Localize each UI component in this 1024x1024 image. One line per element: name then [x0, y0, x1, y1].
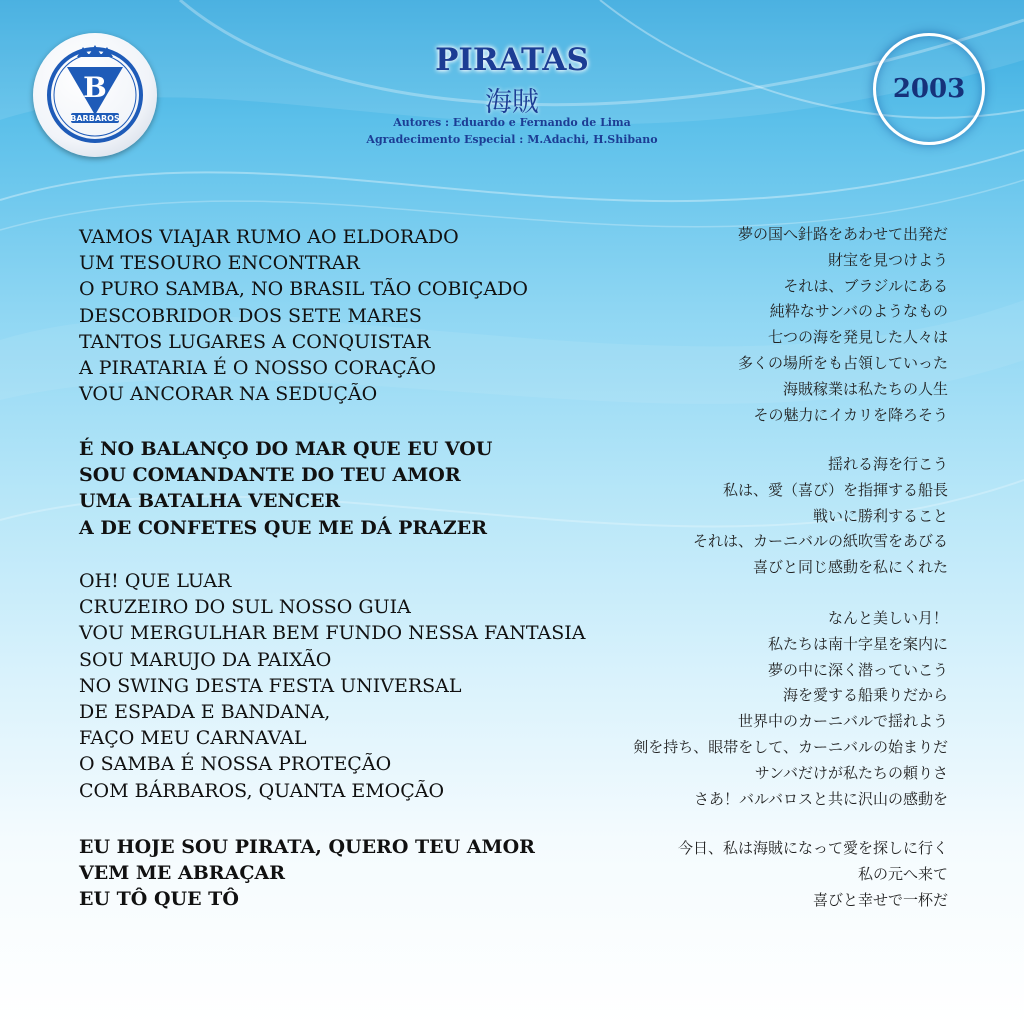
- jp-line: 私の元へ来て: [857, 864, 948, 883]
- pt-line: A PIRATARIA É O NOSSO CORAÇÃO: [79, 357, 436, 380]
- jp-line: 夢の国へ針路をあわせて出発だ: [737, 225, 948, 243]
- pt-line: VEM ME ABRAÇAR: [79, 862, 285, 885]
- pt-line: NO SWING DESTA FESTA UNIVERSAL: [79, 674, 462, 697]
- year-label: 2003: [892, 74, 966, 104]
- jp-line: 世界中のカーニバルで揺れよう: [737, 712, 948, 731]
- jp-line: 喜びと同じ感動を私にくれた: [752, 558, 948, 577]
- pt-line: DESCOBRIDOR DOS SETE MARES: [79, 304, 422, 327]
- pt-line: EU TÔ QUE TÔ: [79, 888, 239, 911]
- pt-verse-1: [79, 224, 528, 407]
- jp-line: 私は、愛（喜び）を指揮する船長: [722, 480, 948, 499]
- jp-line: 揺れる海を行こう: [827, 455, 948, 473]
- pt-line: UM TESOURO ENCONTRAR: [79, 252, 360, 275]
- logo-letter: B: [83, 71, 107, 104]
- jp-line: 海を愛する船乗りだから: [782, 686, 948, 705]
- pt-line: O PURO SAMBA, NO BRASIL TÃO COBIÇADO: [79, 278, 528, 301]
- pt-line: UMA BATALHA VENCER: [79, 490, 341, 513]
- jp-line: 多くの場所をも占領していった: [737, 353, 948, 372]
- jp-line: 夢の中に深く潜っていこう: [767, 660, 948, 679]
- pt-line: É NO BALANÇO DO MAR QUE EU VOU: [79, 438, 493, 460]
- jp-line: 剣を持ち、眼帯をして、カーニバルの始まりだ: [633, 737, 948, 756]
- jp-verse-1: [738, 222, 948, 428]
- jp-chorus-2: [678, 836, 948, 913]
- pt-verse-2: [79, 568, 586, 804]
- pt-chorus-1: [79, 436, 492, 541]
- jp-line: 戦いに勝利すること: [812, 506, 948, 525]
- jp-line: サンバだけが私たちの頼りさ: [754, 763, 948, 782]
- page-title: PIRATAS: [435, 42, 589, 78]
- jp-line: さあ！バルバロスと共に沢山の感動を: [694, 789, 948, 808]
- pt-line: OH! QUE LUAR: [79, 570, 232, 592]
- pt-line: TANTOS LUGARES A CONQUISTAR: [79, 330, 431, 353]
- pt-line: FAÇO MEU CARNAVAL: [79, 727, 307, 750]
- jp-line: 純粋なサンバのようなもの: [769, 302, 948, 321]
- jp-line: 財宝を見つけよう: [827, 250, 948, 269]
- pt-chorus-2: [79, 834, 535, 913]
- pt-line: SOU MARUJO DA PAIXÃO: [79, 648, 332, 671]
- jp-line: それは、ブラジルにある: [783, 276, 948, 295]
- pt-line: SOU COMANDANTE DO TEU AMOR: [79, 464, 461, 487]
- page-subtitle: 海賊: [485, 87, 539, 118]
- pt-line: COM BÁRBAROS, QUANTA EMOÇÃO: [79, 779, 445, 802]
- jp-line: 海賊稼業は私たちの人生: [782, 379, 948, 398]
- pt-line: EU HOJE SOU PIRATA, QUERO TEU AMOR: [79, 836, 535, 858]
- pt-line: VOU ANCORAR NA SEDUÇÃO: [79, 383, 378, 406]
- authors-credit: Autores : Eduardo e Fernando de Lima: [393, 116, 631, 129]
- barbaros-logo: [33, 33, 157, 157]
- pt-line: O SAMBA É NOSSA PROTEÇÃO: [79, 753, 392, 776]
- pt-line: A DE CONFETES QUE ME DÁ PRAZER: [79, 516, 488, 539]
- jp-verse-2: [633, 606, 948, 812]
- jp-line: なんと美しい月！: [827, 609, 948, 627]
- jp-chorus-1: [693, 452, 948, 581]
- thanks-credit: Agradecimento Especial : M.Adachi, H.Shibano: [366, 133, 658, 146]
- pt-line: VOU MERGULHAR BEM FUNDO NESSA FANTASIA: [79, 622, 586, 645]
- logo-brand: BARBAROS: [70, 114, 120, 123]
- jp-line: 今日、私は海賊になって愛を探しに行く: [677, 839, 948, 857]
- jp-line: 喜びと幸せで一杯だ: [812, 890, 948, 909]
- pt-line: DE ESPADA E BANDANA,: [79, 701, 331, 724]
- pt-line: CRUZEIRO DO SUL NOSSO GUIA: [79, 596, 411, 619]
- jp-line: その魅力にイカリを降ろそう: [753, 405, 948, 424]
- pt-line: VAMOS VIAJAR RUMO AO ELDORADO: [79, 226, 459, 248]
- jp-line: 七つの海を発見した人々は: [767, 328, 948, 347]
- year-badge: [873, 33, 985, 145]
- jp-line: それは、カーニバルの紙吹雪をあびる: [692, 532, 948, 551]
- jp-line: 私たちは南十字星を案内に: [767, 634, 948, 653]
